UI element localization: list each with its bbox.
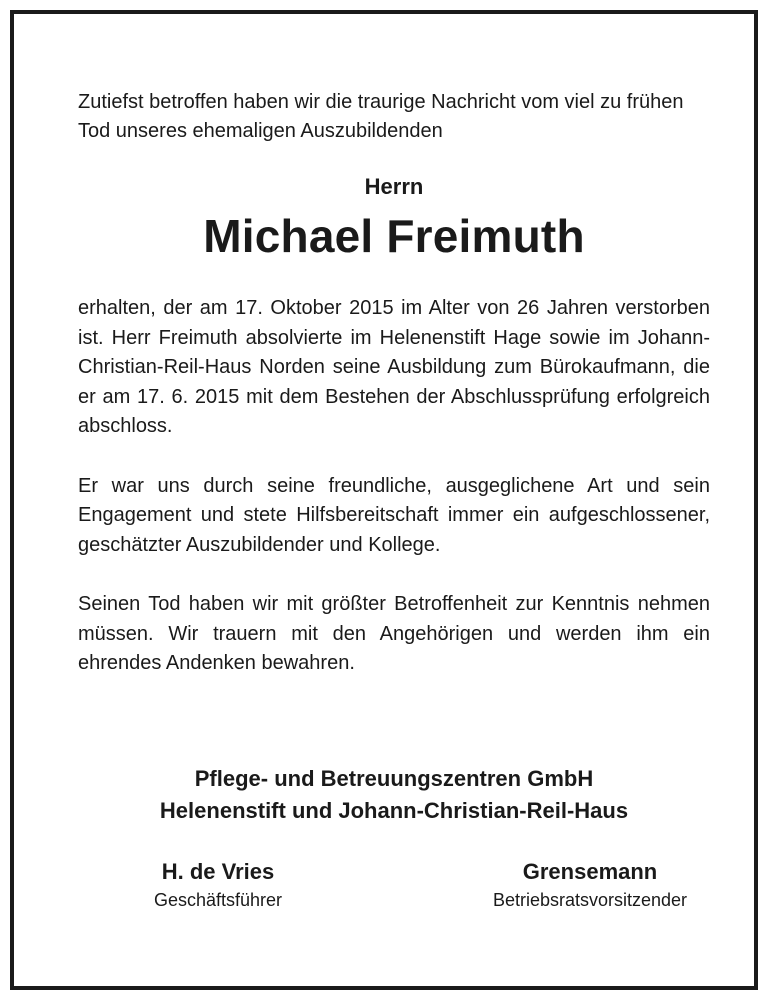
signatures [78,857,710,913]
organization-block [78,763,710,827]
signatory-name: H. de Vries [161,858,275,884]
signatory-name: Grensemann [522,858,658,884]
salutation: Herrn [364,174,424,199]
deceased-name: Michael Freimuth [203,210,585,262]
signatory-works-council [440,857,740,913]
intro-text: Zutiefst betroffen haben wir die traurige Nachricht vom viel zu frühen Tod unseres ehemaligen Auszubildenden [78,91,684,142]
paragraph-details: erhalten, der am 17. Oktober 2015 im Alter von 26 Jahren verstorben ist. Herr Freimuth absolvierte im Helenenstift Hage sowie im Johann-Christian-Reil-Haus Norden seine Ausbildung zum Bürokaufmann, die er am 17. 6. 2015 mit dem Bestehen der Abschlussprüfung erfolgreich abschloss. [78,297,710,437]
signatory-role: Geschäftsführer [153,889,283,910]
organization-name: Pflege- und Betreuungszentren GmbH [194,765,594,791]
signatory-managing-director [68,857,368,913]
paragraph-character: Er war uns durch seine freundliche, ausgeglichene Art und sein Engagement und stete Hilfsbereitschaft immer ein aufgeschlossener, geschätzter Auszubildender und Kollege. [78,474,710,556]
signatory-role: Betriebsratsvorsitzender [492,889,688,910]
notice-frame [10,10,758,990]
organization-facilities: Helenenstift und Johann-Christian-Reil-Haus [159,797,629,823]
notice-content [78,88,710,913]
paragraph-mourning: Seinen Tod haben wir mit größter Betroffenheit zur Kenntnis nehmen müssen. Wir trauern mit den Angehörigen und werden ihm ein ehrendes Andenken bewahren. [78,593,710,674]
